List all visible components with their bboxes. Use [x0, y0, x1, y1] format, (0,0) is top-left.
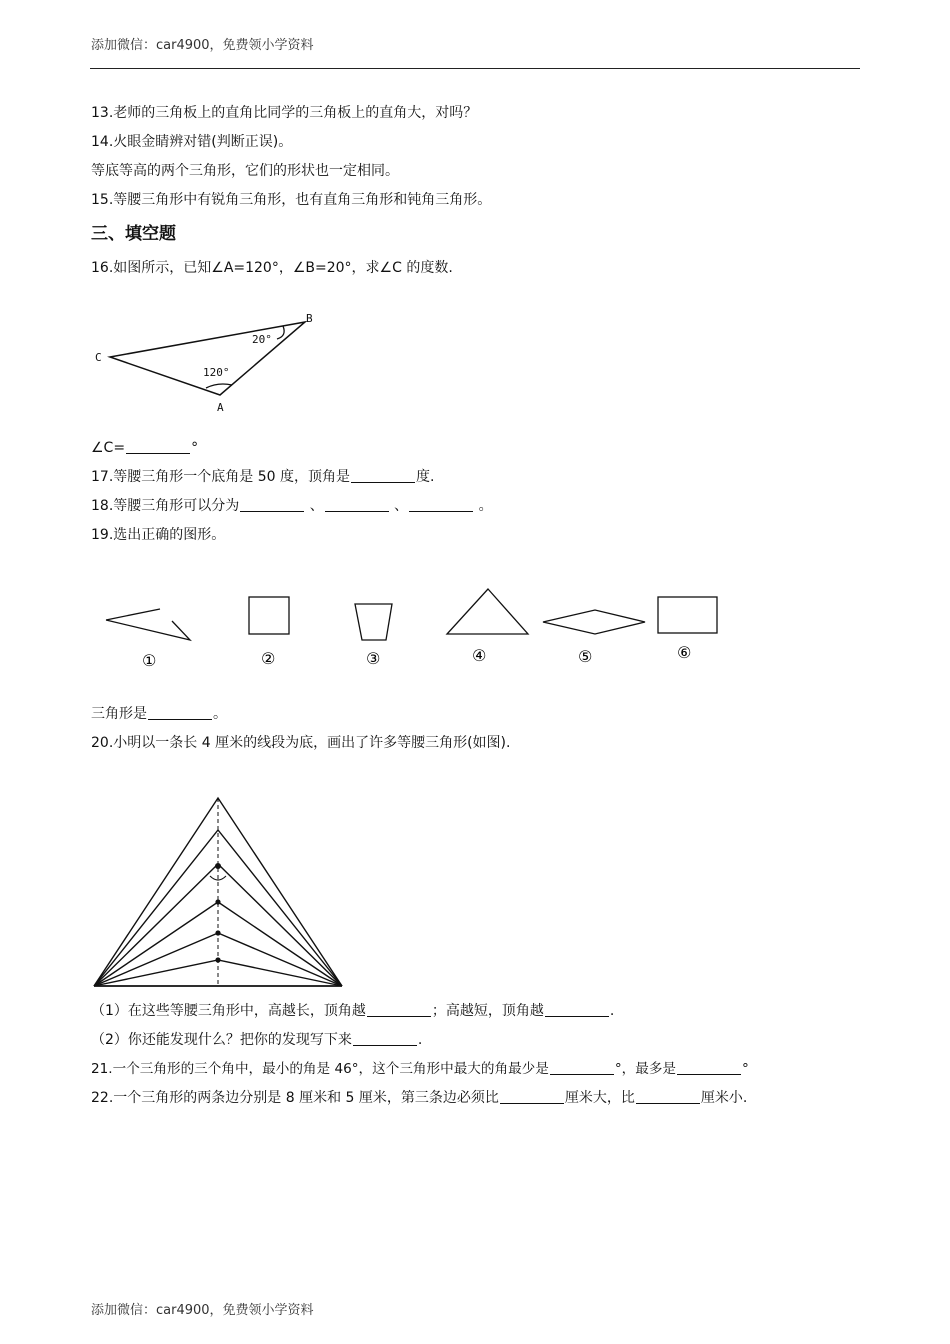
label-a: A [217, 401, 224, 414]
label-b: B [306, 312, 313, 325]
header-rule [90, 68, 860, 69]
shape-3 [355, 604, 392, 640]
page-footer: 添加微信：car4900，免费领小学资料 [91, 1303, 314, 1318]
answer-blank[interactable] [367, 1002, 431, 1017]
shape-label-5: ⑤ [578, 647, 593, 666]
answer-blank[interactable] [148, 705, 212, 720]
answer-blank[interactable] [325, 497, 389, 512]
angle-a-label: 120° [203, 366, 230, 379]
question-20: 20.小明以一条长 4 厘米的线段为底，画出了许多等腰三角形(如图). [91, 735, 511, 751]
angle-b-label: 20° [252, 333, 272, 346]
shape-6 [658, 597, 717, 633]
question-18: 18.等腰三角形可以分为 、 、 。 [91, 498, 493, 514]
triangle-abc-figure [95, 312, 313, 414]
answer-blank[interactable] [126, 439, 190, 454]
answer-blank[interactable] [500, 1089, 564, 1104]
question-20-part-1: （1）在这些等腰三角形中，高越长，顶角越 ；高越短，顶角越 . [91, 1003, 615, 1019]
answer-blank[interactable] [677, 1060, 741, 1075]
shape-4 [447, 589, 528, 634]
answer-blank[interactable] [550, 1060, 614, 1075]
question-14: 14.火眼金睛辨对错(判断正误)。 [91, 134, 293, 150]
question-21: 21.一个三角形的三个角中，最小的角是 46°，这个三角形中最大的角最少是 °，最多是 ° [91, 1061, 749, 1077]
answer-blank[interactable] [240, 497, 304, 512]
question-15: 15.等腰三角形中有锐角三角形，也有直角三角形和钝角三角形。 [91, 192, 492, 208]
shape-label-6: ⑥ [677, 643, 692, 662]
question-14-statement: 等底等高的两个三角形，它们的形状也一定相同。 [91, 163, 399, 179]
answer-blank[interactable] [409, 497, 473, 512]
shape-5 [543, 610, 645, 634]
question-17: 17.等腰三角形一个底角是 50 度，顶角是 度. [91, 469, 435, 485]
question-20-part-2: （2）你还能发现什么？把你的发现写下来 . [91, 1032, 423, 1048]
shape-label-4: ④ [472, 646, 487, 665]
question-19-answer: 三角形是 。 [91, 706, 227, 722]
shape-1 [106, 609, 190, 640]
answer-blank[interactable] [636, 1089, 700, 1104]
answer-blank[interactable] [353, 1031, 417, 1046]
section-title: 三、填空题 [91, 224, 176, 244]
answer-blank[interactable] [351, 468, 415, 483]
question-16: 16.如图所示，已知∠A=120°，∠B=20°，求∠C 的度数. [91, 260, 453, 276]
question-16-answer: ∠C= ° [91, 440, 199, 456]
answer-blank[interactable] [545, 1002, 609, 1017]
shape-label-2: ② [261, 649, 276, 668]
shape-2 [249, 597, 289, 634]
question-22: 22.一个三角形的两条边分别是 8 厘米和 5 厘米，第三条边必须比 厘米大，比 厘米小. [91, 1090, 748, 1106]
isosceles-triangles-figure [94, 798, 342, 986]
question-19: 19.选出正确的图形。 [91, 527, 226, 543]
shape-label-1: ① [142, 651, 157, 670]
page-header: 添加微信：car4900，免费领小学资料 [91, 38, 314, 53]
label-c: C [95, 351, 102, 364]
question-13: 13.老师的三角板上的直角比同学的三角板上的直角大，对吗？ [91, 105, 478, 121]
shape-label-3: ③ [366, 649, 381, 668]
